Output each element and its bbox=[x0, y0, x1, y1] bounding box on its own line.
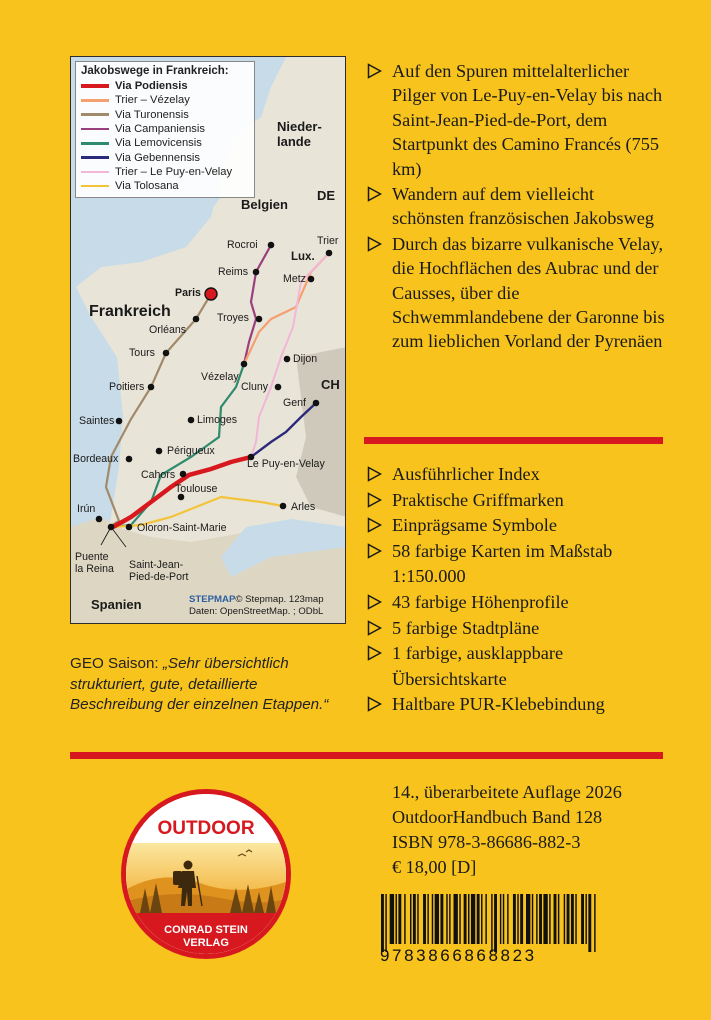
triangle-bullet-icon bbox=[367, 517, 382, 533]
barcode-bar bbox=[594, 894, 595, 952]
city-arles: Arles bbox=[291, 501, 316, 513]
triangle-bullet-icon bbox=[367, 543, 382, 559]
barcode-bar bbox=[526, 894, 530, 944]
legend-label: Trier – Le Puy-en-Velay bbox=[115, 165, 233, 178]
barcode-bar bbox=[567, 894, 570, 944]
legend-item bbox=[81, 136, 249, 150]
barcode-bar bbox=[554, 894, 557, 944]
label-frankreich: Frankreich bbox=[89, 303, 171, 320]
barcode-bar bbox=[417, 894, 418, 944]
legend-item bbox=[81, 108, 249, 122]
feature-text: Ausführlicher Index bbox=[392, 464, 540, 484]
barcode-bar bbox=[440, 894, 443, 944]
triangle-bullet-icon bbox=[367, 492, 382, 508]
city-tours: Tours bbox=[129, 347, 155, 359]
label-belgien: Belgien bbox=[241, 197, 288, 212]
city-reims: Reims bbox=[218, 266, 249, 278]
legend-label: Via Gebennensis bbox=[115, 151, 201, 164]
barcode-bar bbox=[398, 894, 401, 944]
label-niederlande: Nieder- lande bbox=[277, 119, 322, 149]
logo-publisher-line2: VERLAG bbox=[183, 937, 229, 949]
barcode-bar bbox=[454, 894, 458, 944]
barcode-bar bbox=[539, 894, 542, 944]
city-trier: Trier bbox=[317, 235, 339, 247]
barcode-bar bbox=[471, 894, 475, 944]
city-irun: Irún bbox=[77, 503, 96, 515]
edition-text: 14., überarbeitete Auflage 2026 bbox=[392, 782, 622, 802]
barcode-bar bbox=[432, 894, 433, 944]
legend-item bbox=[81, 179, 249, 193]
label-de: DE bbox=[317, 188, 336, 203]
feature-item bbox=[366, 641, 666, 692]
divider-bar-1 bbox=[364, 437, 663, 444]
city-puente: Puente la Reina bbox=[75, 551, 114, 575]
barcode-bar bbox=[491, 894, 492, 952]
feature-text: 58 farbige Karten im Maßstab 1:150.000 bbox=[392, 540, 613, 587]
logo-outdoor-text: OUTDOOR bbox=[157, 818, 255, 839]
triangle-bullet-icon bbox=[367, 696, 382, 712]
city-sjpdp: Saint-Jean- Pied-de-Port bbox=[129, 559, 189, 583]
city-limoges: Limoges bbox=[197, 414, 238, 426]
triangle-bullet-icon bbox=[367, 645, 382, 661]
feature-item bbox=[366, 462, 666, 488]
triangle-bullet-icon bbox=[367, 186, 382, 202]
barcode-bar bbox=[532, 894, 533, 944]
barcode-bar bbox=[494, 894, 497, 952]
barcode-bar bbox=[381, 894, 384, 952]
barcode-bar bbox=[477, 894, 480, 944]
barcode-bar bbox=[427, 894, 428, 944]
barcode-bar bbox=[500, 894, 501, 944]
feature-text: 1 farbige, ausklappbare Übersichtskarte bbox=[392, 643, 564, 689]
publisher-logo bbox=[120, 788, 292, 960]
barcode-bar bbox=[564, 894, 565, 944]
legend-swatch bbox=[81, 185, 109, 188]
features-list bbox=[366, 462, 666, 718]
legend-label: Trier – Vézelay bbox=[115, 94, 190, 107]
city-toulouse: Toulouse bbox=[175, 483, 218, 495]
city-cluny: Cluny bbox=[241, 381, 269, 393]
feature-item bbox=[366, 539, 666, 590]
map-credit-line2: Daten: OpenStreetMap. ; ODbL bbox=[189, 606, 324, 617]
city-orleans: Orléans bbox=[149, 324, 187, 336]
city-poitiers: Poitiers bbox=[109, 381, 145, 393]
highlight-item bbox=[366, 59, 666, 181]
barcode-bar bbox=[449, 894, 450, 944]
barcode-bar bbox=[571, 894, 574, 944]
legend-label: Via Campaniensis bbox=[115, 123, 205, 136]
highlights-list bbox=[366, 59, 666, 355]
barcode-bar bbox=[543, 894, 547, 944]
city-lepuy: Le Puy-en-Velay bbox=[247, 458, 325, 470]
publication-info bbox=[392, 780, 672, 880]
triangle-bullet-icon bbox=[367, 594, 382, 610]
barcode-bar bbox=[585, 894, 586, 944]
legend-item bbox=[81, 93, 249, 107]
legend-label: Via Lemovicensis bbox=[115, 137, 202, 150]
divider-bar-2 bbox=[70, 752, 663, 759]
barcode-bar bbox=[581, 894, 584, 944]
city-troyes: Troyes bbox=[217, 312, 249, 324]
barcode-bar bbox=[413, 894, 416, 944]
barcode-bar bbox=[575, 894, 576, 944]
label-lux: Lux. bbox=[291, 251, 315, 263]
triangle-bullet-icon bbox=[367, 63, 382, 79]
series-text: OutdoorHandbuch Band 128 bbox=[392, 807, 603, 827]
route-map bbox=[70, 56, 346, 624]
city-saintes: Saintes bbox=[79, 415, 115, 427]
barcode-bar bbox=[517, 894, 518, 944]
barcode-bar bbox=[536, 894, 537, 944]
legend-swatch bbox=[81, 113, 109, 116]
city-oloron: Oloron-Saint-Marie bbox=[137, 522, 227, 534]
barcode-bar bbox=[385, 894, 386, 952]
barcode-bar bbox=[468, 894, 469, 944]
barcode-bar bbox=[464, 894, 467, 944]
barcode-bar bbox=[520, 894, 523, 944]
legend-item bbox=[81, 79, 249, 93]
barcode-bar bbox=[410, 894, 411, 944]
barcode-bar bbox=[549, 894, 550, 944]
barcode-bar bbox=[507, 894, 508, 944]
legend-swatch bbox=[81, 84, 109, 88]
barcode-digits: 9783866868823 bbox=[380, 946, 537, 965]
barcode-bar bbox=[513, 894, 516, 944]
highlight-item bbox=[366, 182, 666, 231]
feature-item bbox=[366, 513, 666, 539]
barcode-bar bbox=[396, 894, 397, 944]
barcode-bar bbox=[558, 894, 559, 944]
review-quote bbox=[70, 654, 350, 716]
isbn-text: ISBN 978-3-86686-882-3 bbox=[392, 832, 581, 852]
feature-item bbox=[366, 590, 666, 616]
barcode-bar bbox=[390, 894, 394, 944]
feature-text: Einprägsame Symbole bbox=[392, 515, 558, 536]
city-bordeaux: Bordeaux bbox=[73, 453, 119, 465]
price-text: € 18,00 [D] bbox=[392, 857, 477, 877]
logo-publisher-line1: CONRAD STEIN bbox=[164, 924, 248, 936]
feature-item bbox=[366, 488, 666, 514]
legend-item bbox=[81, 150, 249, 164]
label-spanien: Spanien bbox=[91, 597, 142, 612]
barcode-bar bbox=[503, 894, 504, 944]
legend-swatch bbox=[81, 156, 109, 159]
feature-text: 5 farbige Stadtpläne bbox=[392, 617, 540, 638]
legend-item bbox=[81, 165, 249, 179]
quote-text: „Sehr übersichtlich strukturiert, gute, detaillierte Beschreibung der einzelnen Etappen.“ bbox=[70, 655, 329, 714]
barcode-bar bbox=[435, 894, 439, 944]
triangle-bullet-icon bbox=[367, 620, 382, 636]
city-rocroi: Rocroi bbox=[227, 239, 258, 251]
feature-text: Haltbare PUR-Klebebindung bbox=[392, 694, 605, 715]
city-vezelay: Vézelay bbox=[201, 371, 239, 383]
city-paris: Paris bbox=[175, 287, 201, 299]
barcode-bar bbox=[404, 894, 405, 944]
legend-label: Via Tolosana bbox=[115, 180, 179, 193]
highlight-text: Durch das bizarre vulkanische Velay, die Hochflächen des Aubrac und der Causses, über die Schwemmlandebene der Garonne bis zum lieblichen Vorland der Pyrenäen bbox=[392, 233, 665, 352]
legend-swatch bbox=[81, 171, 109, 174]
city-dijon: Dijon bbox=[293, 353, 318, 365]
map-legend bbox=[75, 61, 255, 198]
city-genf: Genf bbox=[283, 397, 306, 409]
legend-swatch bbox=[81, 142, 109, 145]
label-ch: CH bbox=[321, 377, 340, 392]
barcode-bar bbox=[446, 894, 447, 944]
credit-text: © Stepmap. 123map bbox=[235, 594, 324, 605]
city-perigueux: Périgueux bbox=[167, 445, 215, 457]
legend-label: Via Podiensis bbox=[115, 80, 188, 93]
legend-swatch bbox=[81, 128, 109, 131]
city-cahors: Cahors bbox=[141, 469, 176, 481]
highlight-text: Wandern auf dem vielleicht schönsten französischen Jakobsweg bbox=[392, 184, 654, 229]
highlight-item bbox=[366, 232, 666, 354]
feature-text: 43 farbige Höhenprofile bbox=[392, 591, 569, 612]
legend-label: Via Turonensis bbox=[115, 108, 189, 121]
legend-swatch bbox=[81, 99, 109, 102]
map-credit-line1 bbox=[189, 594, 324, 605]
barcode-bar bbox=[459, 894, 460, 944]
barcode-bar bbox=[423, 894, 426, 944]
feature-item bbox=[366, 692, 666, 718]
highlight-text: Auf den Spuren mittelalterlicher Pilger von Le-Puy-en-Velay bis nach Saint-Jean-Pied-de-Port, dem Startpunkt des Camino Francés (755 km) bbox=[392, 61, 663, 179]
triangle-bullet-icon bbox=[367, 466, 382, 482]
feature-item bbox=[366, 616, 666, 642]
feature-text: Praktische Griffmarken bbox=[392, 489, 564, 510]
barcode-bar bbox=[481, 894, 482, 944]
triangle-bullet-icon bbox=[367, 236, 382, 252]
city-metz: Metz bbox=[283, 273, 306, 285]
barcode-bar bbox=[485, 894, 486, 944]
quote-source: GEO Saison: bbox=[70, 655, 159, 672]
legend-title: Jakobswege in Frankreich: bbox=[81, 65, 229, 77]
legend-item bbox=[81, 122, 249, 136]
stepmap-logo: STEPMAP bbox=[189, 594, 236, 605]
barcode-bar bbox=[588, 894, 591, 952]
